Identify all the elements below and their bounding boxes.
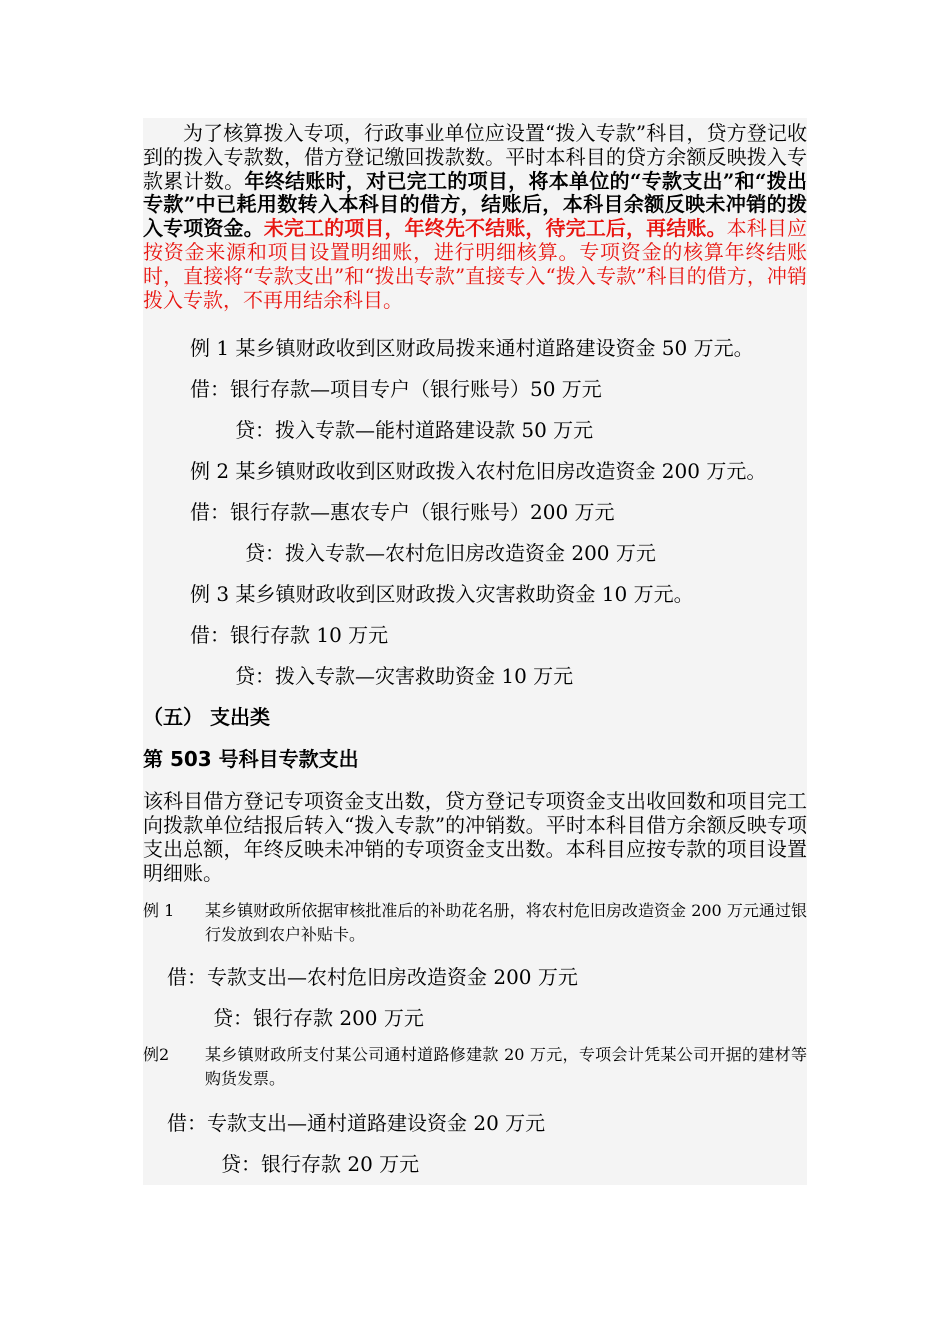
example-text: 某乡镇财政所依据审核批准后的补助花名册，将农村危旧房改造资金 200 万元通过银行发放到农户补贴卡。: [205, 901, 807, 945]
intro-paragraph: [143, 118, 807, 312]
example-2-debit: 借：银行存款—惠农专户（银行账号）200 万元: [190, 500, 615, 525]
expenditure-example-2-debit: 借：专款支出—通村道路建设资金 20 万元: [167, 1111, 546, 1136]
expenditure-example-2: [143, 1043, 807, 1091]
example-label: 例 1: [143, 901, 175, 921]
section-appropriation: [143, 118, 807, 697]
expenditure-example-1-debit: 借：专款支出—农村危旧房改造资金 200 万元: [167, 965, 578, 990]
document-page: [143, 118, 807, 1185]
intro-normal-text: 为了核算拨入专项，行政事业单位应设置“拨入专款”科目，贷方登记收到的拨入专款数，借方登记缴回拨款数。平时本科目的贷方余额反映拨入专款累计数。: [143, 121, 807, 193]
section-expenditure: [143, 697, 807, 1185]
account-heading: 第 503 号科目专款支出: [143, 747, 359, 772]
intro-red-text: 本科目应按资金来源和项目设置明细账，进行明细核算。专项资金的核算年终结账时，直接将“专款支出”和“拨出专款”直接专入“拨入专款”科目的借方，冲销拨入专款，不再用结余科目。: [143, 216, 807, 312]
example-2: 例 2 某乡镇财政收到区财政拨入农村危旧房改造资金 200 万元。: [190, 459, 767, 484]
example-1: 例 1 某乡镇财政收到区财政局拨来通村道路建设资金 50 万元。: [190, 336, 754, 361]
expenditure-example-1: [143, 899, 807, 947]
example-text: 某乡镇财政所支付某公司通村道路修建款 20 万元，专项会计凭某公司开据的建材等购货发票。: [205, 1045, 807, 1089]
intro-bold-text: 年终结账时，对已完工的项目，将本单位的“专款支出”和“拨出专款”中已耗用数转入本科目的借方，结账后，本科目余额反映未冲销的拨入专项资金。: [143, 168, 807, 241]
expenditure-paragraph: 该科目借方登记专项资金支出数，贷方登记专项资金支出收回数和项目完工向拨款单位结报后转入“拨入专款”的冲销数。平时本科目借方余额反映专项支出总额，年终反映未冲销的专项资金支出数。本科目应按专款的项目设置明细账。: [143, 789, 807, 886]
intro-red-bold-text: 未完工的项目，年终先不结账，待完工后，再结账。: [263, 216, 727, 241]
expenditure-example-1-credit: 贷：银行存款 200 万元: [213, 1006, 424, 1031]
example-3-credit: 贷：拨入专款—灾害救助资金 10 万元: [235, 664, 574, 689]
example-1-credit: 贷：拨入专款—能村道路建设款 50 万元: [235, 418, 594, 443]
expenditure-example-2-credit: 贷：银行存款 20 万元: [221, 1152, 420, 1177]
section-heading: （五） 支出类: [143, 705, 270, 730]
example-3: 例 3 某乡镇财政收到区财政拨入灾害救助资金 10 万元。: [190, 582, 694, 607]
example-1-debit: 借：银行存款—项目专户（银行账号）50 万元: [190, 377, 602, 402]
example-3-debit: 借：银行存款 10 万元: [190, 623, 389, 648]
example-label: 例2: [143, 1045, 170, 1065]
example-2-credit: 贷：拨入专款—农村危旧房改造资金 200 万元: [245, 541, 656, 566]
